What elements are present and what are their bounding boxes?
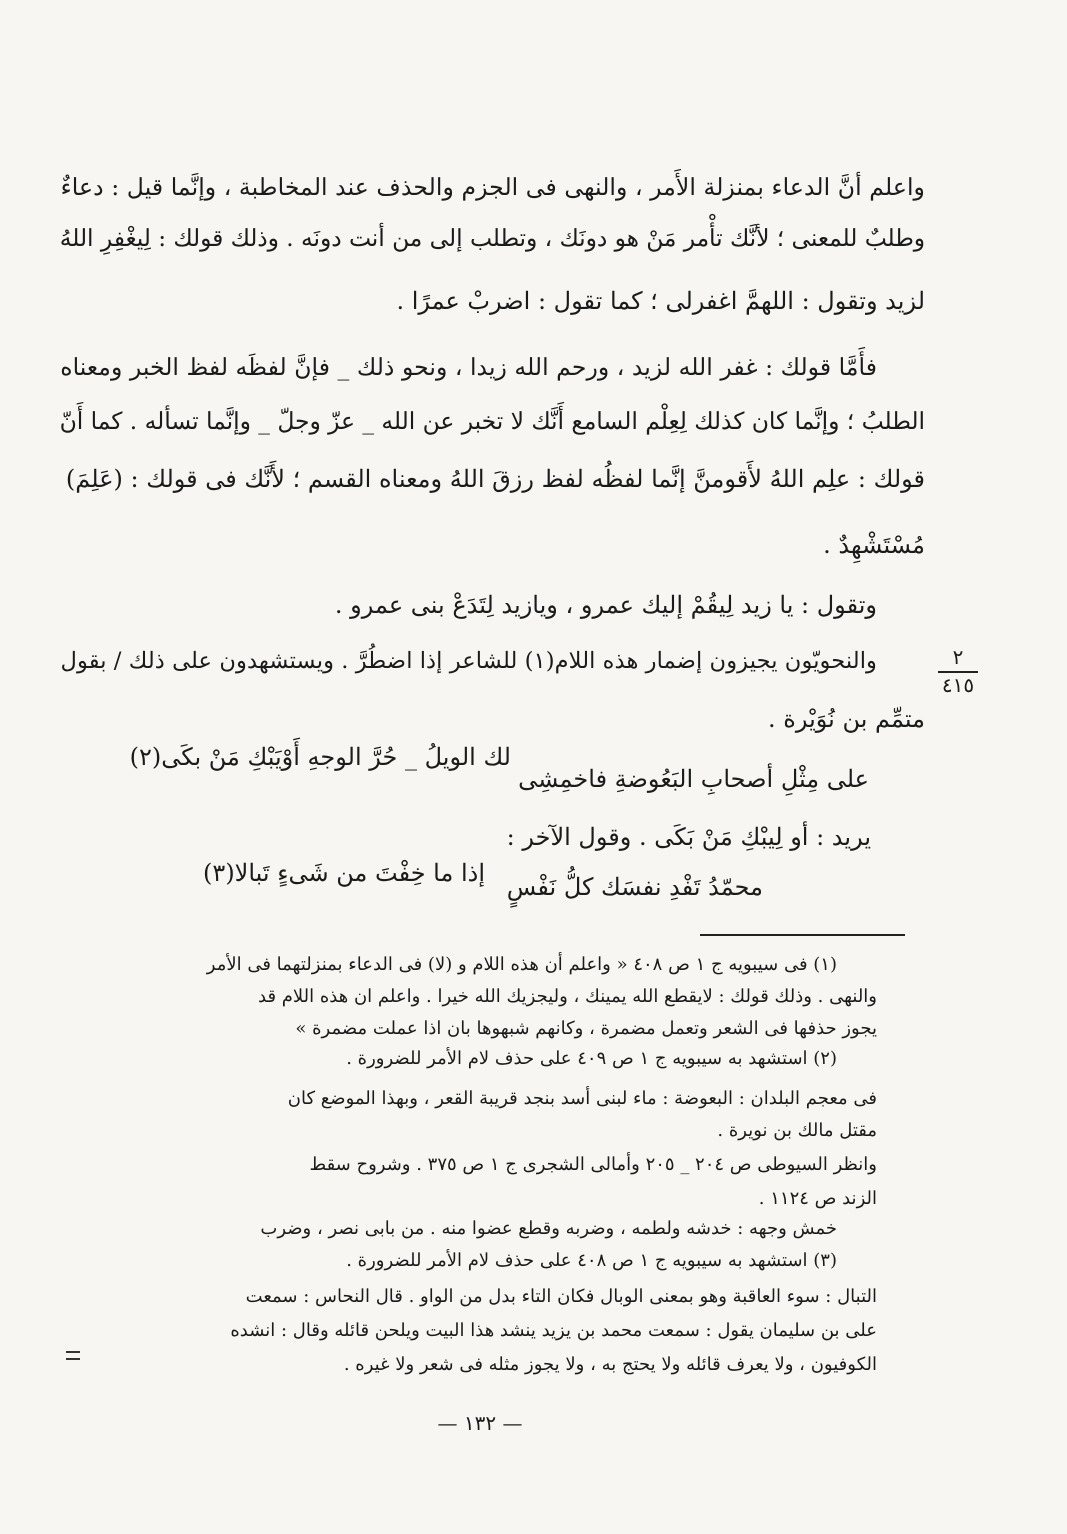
verse-hemistich-right: على مِثْلِ أصحابِ البَعُوضةِ فاخمِشِى — [518, 765, 869, 793]
margin-number-bottom: ٤١٥ — [941, 673, 975, 697]
footnote-line: فى معجم البلدان : البعوضة : ماء لبنى أسد بنجد قريبة القعر ، وبهذا الموضع كان — [287, 1088, 877, 1109]
continuation-mark — [66, 1351, 80, 1360]
body-line: والنحويّون يجيزون إضمار هذه اللام(١) للشاعر إذا اضطُرَّ . ويستشهدون على ذلك / بقول — [60, 648, 877, 674]
footnote-line: (٣) استشهد به سيبويه ج ١ ص ٤٠٨ على حذف لام الأمر للضرورة . — [346, 1250, 837, 1271]
footnote-line: والنهى . وذلك قولك : لايقطع الله يمينك ، وليجزيك الله خيرا . واعلم ان هذه اللام قد — [258, 986, 877, 1007]
verse-hemistich-left: لك الويلُ _ حُرَّ الوجهِ أَوْيَبْكِ مَنْ بكَى(٢) — [129, 743, 511, 771]
footnote-line: على بن سليمان يقول : سمعت محمد بن يزيد ينشد هذا البيت ويلحن قائله وقال : انشده — [230, 1320, 877, 1341]
verse-hemistich-right: محمّدُ تَفْدِ نفسَك كلُّ نَفْسٍ — [506, 873, 763, 901]
footnote-line: (٢) استشهد به سيبويه ج ١ ص ٤٠٩ على حذف لام الأمر للضرورة . — [346, 1048, 837, 1069]
body-line: الطلبُ ؛ وإنَّما كان كذلك لِعِلْم السامع أَنَّك لا تخبر عن الله _ عزّ وجلّ _ وإنَّما تسأله . كما أَنّ — [59, 407, 925, 435]
footnote-separator — [700, 934, 905, 936]
footnote-line: (١) فى سيبويه ج ١ ص ٤٠٨ « واعلم أن هذه اللام و (لا) فى الدعاء بمنزلتهما فى الأمر — [206, 954, 837, 975]
footnote-line: التبال : سوء العاقبة وهو بمعنى الوبال فكان التاء بدل من الواو . قال النحاس : سمعت — [245, 1286, 877, 1307]
body-line: متمِّم بن نُوَيْرة . — [768, 705, 925, 733]
footnote-line: وانظر السيوطى ص ٢٠٤ _ ٢٠٥ وأمالى الشجرى ج ١ ص ٣٧٥ . وشروح سقط — [309, 1154, 877, 1175]
margin-reference — [928, 645, 988, 697]
body-line: لزيد وتقول : اللهمَّ اغفرلى ؛ كما تقول : اضربْ عمرًا . — [396, 287, 925, 315]
body-line: قولك : علِم اللهُ لأَقومنَّ إنَّما لفظُه لفظ رزقَ اللهُ ومعناه القسم ؛ لأَنَّك فى قولك : (عَلِمَ) — [65, 465, 925, 493]
body-line: فأَمَّا قولك : غفر الله لزيد ، ورحم الله زيدا ، ونحو ذلك _ فإنَّ لفظَه لفظ الخبر ومعناه — [60, 353, 877, 381]
margin-number-top: ٢ — [938, 645, 978, 673]
body-line: واعلم أنَّ الدعاء بمنزلة الأَمر ، والنهى فى الجزم والحذف عند المخاطبة ، وإنَّما قيل : دعاءٌ — [60, 173, 925, 201]
footnote-line: مقتل مالك بن نويرة . — [717, 1120, 877, 1141]
footnote-line: خمش وجهه : خدشه ولطمه ، وضربه وقطع عضوا منه . من بابى نصر ، وضرب — [260, 1218, 837, 1239]
body-line: مُسْتَشْهِدٌ . — [823, 531, 925, 559]
body-line: يريد : أو لِيبْكِ مَنْ بَكَى . وقول الآخر : — [506, 823, 871, 851]
footnote-line: الزند ص ١١٢٤ . — [758, 1188, 877, 1209]
footnote-line: الكوفيون ، ولا يعرف قائله ولا يحتج به ، ولا يجوز مثله فى شعر ولا غيره . — [343, 1354, 877, 1375]
verse-hemistich-left: إذا ما خِفْتَ من شَىءٍ تَبالا(٣) — [203, 859, 485, 887]
body-line: وطلبٌ للمعنى ؛ لأنَّك تأْمر مَنْ هو دونَك ، وتطلب إلى من أنت دونَه . وذلك قولك : لِيغْفِرِ اللهُ — [59, 225, 925, 252]
page-number: — ١٣٢ — — [437, 1411, 523, 1435]
body-line: وتقول : يا زيد لِيقُمْ إليك عمرو ، ويازيد لِتَدَعْ بنى عمرو . — [334, 591, 877, 619]
footnote-line: يجوز حذفها فى الشعر وتعمل مضمرة ، وكانهم شبهوها بان اذا عملت مضمرة » — [295, 1018, 877, 1039]
